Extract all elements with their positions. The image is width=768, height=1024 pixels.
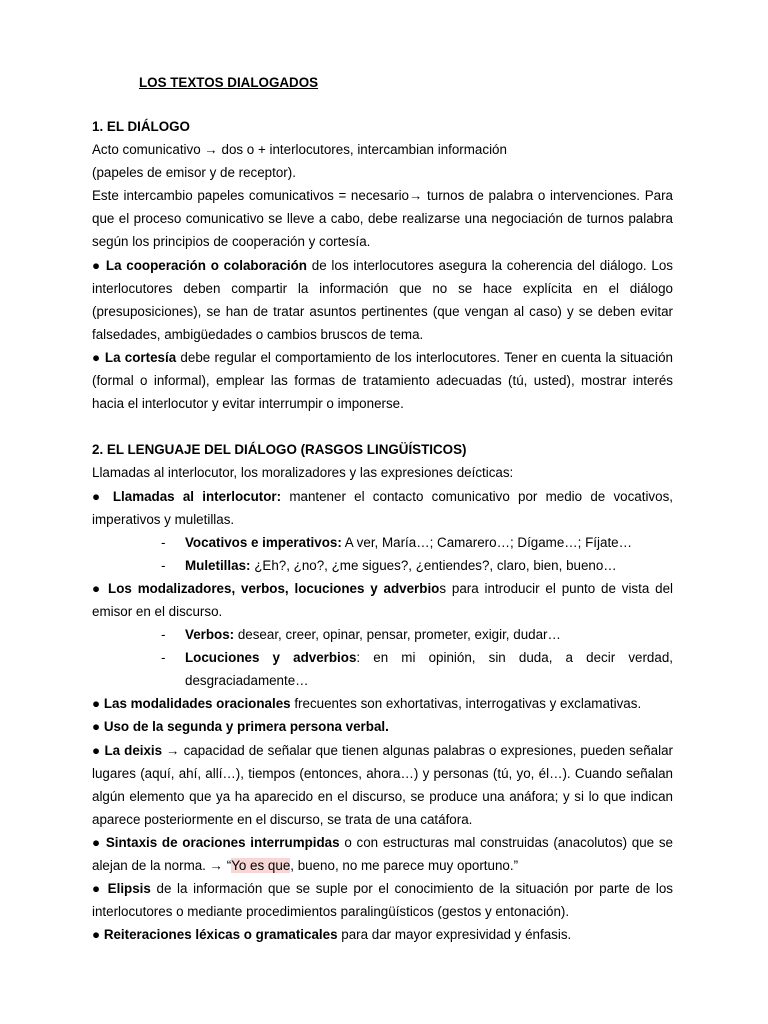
vocativos-term: Vocativos e imperativos: [185, 534, 342, 550]
section-1-heading: 1. EL DIÁLOGO [92, 119, 190, 134]
sintaxis-text-end: , bueno, no me parece muy oportuno.” [290, 858, 519, 873]
cooperacion-text: de los interlocutores asegura la coherencia del diálogo. Los interlocutores deben compartir la información que no se hace explícita en el diálogo (presuposiciones), se han de tratar asuntos pertinentes (que vengan al caso) y se deben evitar falsedades, ambigüedades o cambios bruscos de tema. [92, 257, 673, 342]
document-title: LOS TEXTOS DIALOGADOS [139, 75, 319, 90]
reiteraciones-text: para dar mayor expresividad y énfasis. [337, 927, 572, 943]
locuciones-item [92, 646, 673, 692]
verbos-item [92, 623, 673, 646]
muletillas-text: ¿Eh?, ¿no?, ¿me sigues?, ¿entiendes?, claro, bien, bueno… [250, 557, 617, 573]
sintaxis-term: Sintaxis de oraciones interrumpidas [105, 834, 340, 850]
uso-persona-paragraph [92, 715, 673, 738]
definition-line: Acto comunicativo → dos o + interlocutores, intercambian información [92, 142, 507, 158]
modalizadores-paragraph [92, 577, 673, 623]
llamadas-term: Llamadas al interlocutor: [112, 488, 282, 504]
bullet: ● [92, 488, 113, 504]
llamadas-text: mantener el contacto comunicativo por medio de vocativos, imperativos y muletillas. [92, 488, 673, 527]
modalidades-text: frecuentes son exhortativas, interrogativas y exclamativas. [290, 696, 642, 712]
locuciones-text: : en mi opinión, sin duda, a decir verdad, desgraciadamente… [185, 650, 673, 689]
modalidades-term: Las modalidades oracionales [103, 696, 291, 712]
verbos-text: desear, creer, opinar, pensar, prometer, exigir, dudar… [234, 627, 561, 643]
cooperacion-paragraph [92, 254, 673, 346]
muletillas-item [92, 554, 673, 577]
turnos-paragraph: Este intercambio papeles comunicativos = necesario→ turnos de palabra o intervenciones. Para que el proceso comunicativo se lleve a cabo, debe realizarse una negociación de turnos palabra según los principios de cooperación y cortesía. [92, 188, 673, 250]
spacer [92, 415, 673, 438]
reiteraciones-term: Reiteraciones léxicas o gramaticales [103, 927, 338, 943]
bullet: ● [92, 742, 105, 758]
llamadas-paragraph [92, 485, 673, 531]
cortesia-text: debe regular el comportamiento de los interlocutores. Tener en cuenta la situación (formal o informal), emplear las formas de tratamiento adecuadas (tú, usted), mostrar interés hacia el interlocutor y evitar interrumpir o imponerse. [92, 349, 673, 412]
sintaxis-paragraph [92, 831, 673, 877]
deixis-paragraph [92, 739, 673, 831]
cortesia-term: La cortesía [104, 349, 177, 365]
section-2-intro: Llamadas al interlocutor, los moralizadores y las expresiones deícticas: [92, 465, 514, 481]
modalidades-paragraph [92, 692, 673, 715]
bullet: ● [92, 881, 108, 897]
definition-line-2: (papeles de emisor y de receptor). [92, 165, 296, 181]
bullet: ● [92, 927, 104, 943]
cooperacion-term: La cooperación o colaboración [105, 257, 307, 273]
bullet: ● [92, 834, 106, 850]
bullet: ● [92, 580, 109, 596]
sintaxis-text: o con estructuras mal construidas (anacolutos) que se alejan de la norma. → “ [92, 834, 673, 873]
elipsis-paragraph [92, 877, 673, 923]
modalizadores-term: Los modalizadores, verbos, locuciones y adverbio [108, 580, 440, 596]
elipsis-text: de la información que se suple por el conocimiento de la situación por parte de los interlocutores o mediante procedimientos paralingüísticos (gestos y entonación). [92, 881, 673, 920]
dash-marker: - [161, 650, 166, 666]
verbos-term: Verbos: [185, 627, 235, 643]
bullet: ● [92, 696, 104, 712]
section-2-heading: 2. EL LENGUAJE DEL DIÁLOGO (RASGOS LINGÜÍSTICOS) [92, 442, 467, 458]
bullet: ● [92, 349, 105, 365]
vocativos-text: A ver, María…; Camarero…; Dígame…; Fíjate… [341, 534, 632, 550]
locuciones-term: Locuciones y adverbios [185, 650, 357, 666]
vocativos-item [92, 531, 673, 554]
bullet: ● [92, 257, 106, 273]
muletillas-term: Muletillas: [185, 557, 251, 573]
modalizadores-text: s para introducir el punto de vista del emisor en el discurso. [92, 580, 674, 619]
document-body [92, 115, 673, 946]
elipsis-term: Elipsis [107, 881, 151, 897]
deixis-text: → capacidad de señalar que tienen algunas palabras o expresiones, pueden señalar lugares (aquí, ahí, allí…), tiempos (entonces, ahora…) y personas (tú, yo, él…). Cuando señalan algún elemento que ya ha aparecido en el discurso, se produce una anáfora; y si lo que indican aparece posteriormente en el discurso, se trata de una catáfora. [92, 742, 674, 827]
reiteraciones-paragraph [92, 923, 673, 946]
dash-marker: - [161, 557, 166, 573]
bullet: ● [92, 719, 104, 735]
dash-marker: - [161, 627, 166, 643]
deixis-term: La deixis [104, 742, 163, 758]
uso-persona-term: Uso de la segunda y primera persona verbal. [103, 719, 389, 735]
dash-marker: - [161, 534, 166, 550]
highlighted-example: Yo es que [231, 858, 291, 873]
cortesia-paragraph [92, 346, 673, 415]
